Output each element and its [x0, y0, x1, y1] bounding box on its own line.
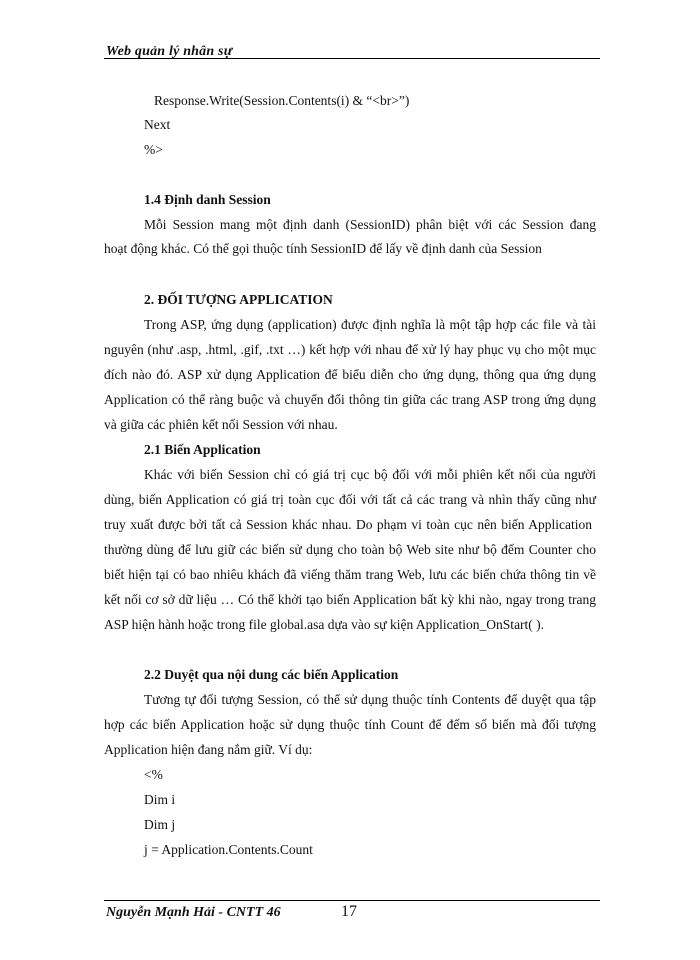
section-heading: 2. ĐỐI TƯỢNG APPLICATION — [144, 292, 333, 307]
section-heading: 2.1 Biến Application — [144, 442, 261, 457]
paragraph-line: Khác với biến Session chỉ có giá trị cục bộ đối với mỗi phiên kết nối của người — [144, 467, 596, 482]
code-line: Dim i — [144, 792, 176, 807]
paragraph-line: Mỗi Session mang một định danh (SessionID) phân biệt với các Session đang — [144, 217, 596, 232]
paragraph-line: Application hiện đang nắm giữ. Ví dụ: — [104, 742, 313, 757]
paragraph-line: hợp các biến Application hoặc sử dụng thuộc tính Count để đếm số biến mà đối tượng — [104, 717, 596, 732]
code-line: Next — [144, 117, 171, 132]
code-line: %> — [144, 142, 163, 157]
footer-rule — [104, 900, 600, 901]
paragraph-line: truy xuất được bởi tất cả Session khác nhau. Do phạm vi toàn cục nên biến Application — [104, 517, 592, 532]
code-line: <% — [144, 767, 163, 782]
code-line: j = Application.Contents.Count — [144, 842, 313, 857]
paragraph-line: Application có thể ràng buộc và chuyển đổi thông tin giữa các trang ASP trong ứng dụng — [104, 392, 596, 407]
paragraph-line: ASP hiện hành hoặc trong file global.asa dựa vào sự kiện Application_OnStart( ). — [104, 617, 545, 632]
page-number: 17 — [341, 903, 357, 920]
paragraph-line: hoạt động khác. Có thể gọi thuộc tính SessionID để lấy về định danh của Session — [104, 241, 542, 256]
paragraph-line: Trong ASP, ứng dụng (application) được định nghĩa là một tập hợp các file và tài — [144, 317, 596, 332]
paragraph-line: biết hiện tại có bao nhiêu khách đã viếng thăm trang Web, lưu các biến chứa thông tin về — [104, 567, 596, 582]
section-heading: 2.2 Duyệt qua nội dung các biến Application — [144, 667, 399, 682]
section-heading: 1.4 Định danh Session — [144, 192, 271, 207]
paragraph-line: kết nối cơ sở dữ liệu … Có thể khởi tạo biến Application bất kỳ khi nào, ngay trong trang — [104, 592, 596, 607]
paragraph-line: và giữa các phiên kết nối Session với nhau. — [104, 417, 338, 432]
page-header-title: Web quản lý nhân sự — [106, 44, 233, 59]
paragraph-line: đích nào đó. ASP xử dụng Application để biểu diễn cho ứng dụng, thông qua ứng dụng — [104, 367, 596, 382]
paragraph-line: nguyên (như .asp, .html, .gif, .txt …) kết hợp với nhau để xử lý hay phục vụ cho một mục — [104, 342, 596, 357]
paragraph-line: Tương tự đối tượng Session, có thể sử dụng thuộc tính Contents để duyệt qua tập — [144, 692, 596, 707]
code-line: Dim j — [144, 817, 176, 832]
paragraph-line: thường dùng để lưu giữ các biến sử dụng cho toàn bộ Web site như bộ đếm Counter cho — [104, 542, 596, 557]
paragraph-line: dùng, biến Application có giá trị toàn cục đối với tất cả các trang và nhìn thấy cũng như — [104, 492, 596, 507]
code-line: Response.Write(Session.Contents(i) & “<br>”) — [154, 93, 410, 108]
footer-author: Nguyễn Mạnh Hải - CNTT 46 — [106, 905, 281, 920]
header-rule — [104, 58, 600, 59]
